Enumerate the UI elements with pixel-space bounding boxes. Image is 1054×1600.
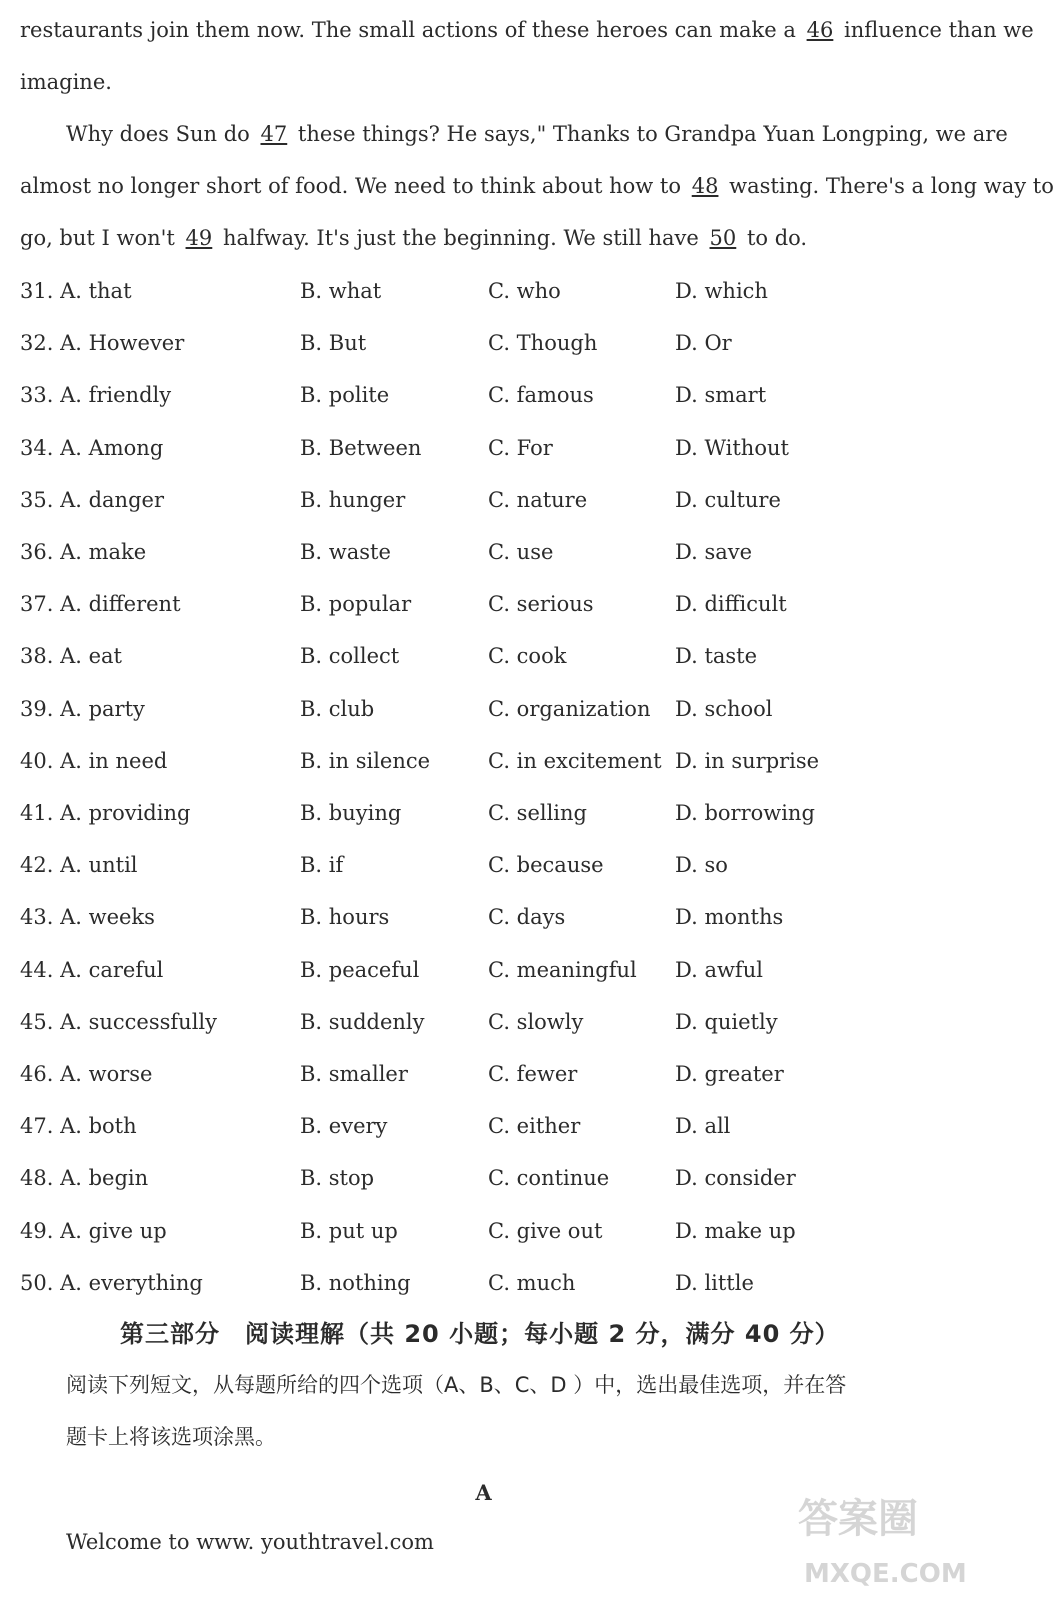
question-option-b: B. stop [300, 1166, 375, 1190]
section-title: 第三部分 阅读理解（共 20 小题；每小题 2 分，满分 40 分） [120, 1320, 840, 1348]
question-option-b: B. if [300, 853, 344, 877]
question-option-b: B. buying [300, 801, 402, 825]
question-row [20, 798, 960, 828]
question-option-a: 40. A. in need [20, 749, 168, 773]
question-option-c: C. give out [488, 1219, 603, 1243]
question-option-c: C. either [488, 1114, 581, 1138]
question-row [20, 380, 960, 410]
question-option-b: B. hours [300, 905, 390, 929]
question-option-b: B. polite [300, 383, 390, 407]
question-option-a: 42. A. until [20, 853, 138, 877]
watermark-text-1: 答案圈 [798, 1496, 918, 1542]
question-option-a: 31. A. that [20, 279, 132, 303]
passage-line-3 [66, 119, 1006, 149]
question-option-c: C. because [488, 853, 604, 877]
question-option-d: D. greater [675, 1062, 784, 1086]
passage-text: wasting. There's a long way to [729, 174, 1054, 198]
question-option-c: C. slowly [488, 1010, 584, 1034]
question-option-d: D. months [675, 905, 784, 929]
question-option-b: B. what [300, 279, 382, 303]
question-option-d: D. Without [675, 436, 789, 460]
question-row [20, 850, 960, 880]
question-option-a: 43. A. weeks [20, 905, 155, 929]
question-option-b: B. hunger [300, 488, 406, 512]
question-option-d: D. culture [675, 488, 781, 512]
passage-text: restaurants join them now. The small actions of these heroes can make a [20, 18, 796, 42]
question-option-c: C. organization [488, 697, 651, 721]
question-row [20, 589, 960, 619]
question-option-d: D. make up [675, 1219, 796, 1243]
question-option-d: D. little [675, 1271, 754, 1295]
question-row [20, 955, 960, 985]
watermark-logo [790, 1480, 967, 1595]
passage-line-5 [20, 223, 960, 253]
passage-line-4 [20, 171, 1054, 201]
question-option-d: D. which [675, 279, 768, 303]
question-option-c: C. cook [488, 644, 567, 668]
question-option-b: B. popular [300, 592, 412, 616]
question-option-b: B. waste [300, 540, 391, 564]
watermark-text-2: MXQE.COM [804, 1559, 967, 1589]
question-option-b: B. smaller [300, 1062, 408, 1086]
question-option-b: B. But [300, 331, 367, 355]
passage-text: halfway. It's just the beginning. We still have [222, 226, 699, 250]
question-row [20, 1216, 960, 1246]
question-option-b: B. Between [300, 436, 422, 460]
question-option-d: D. school [675, 697, 773, 721]
question-option-b: B. every [300, 1114, 388, 1138]
question-row [20, 1111, 960, 1141]
question-option-a: 46. A. worse [20, 1062, 153, 1086]
question-option-d: D. save [675, 540, 753, 564]
question-option-c: C. meaningful [488, 958, 637, 982]
question-row [20, 746, 960, 776]
question-option-d: D. consider [675, 1166, 796, 1190]
passage-text: these things? He says," Thanks to Grandpa Yuan Longping, we are [297, 122, 1008, 146]
passage-text: Why does Sun do [66, 122, 250, 146]
question-option-c: C. who [488, 279, 561, 303]
question-row [20, 485, 960, 515]
question-row [20, 1163, 960, 1193]
question-option-c: C. days [488, 905, 566, 929]
instruction-line-1: 阅读下列短文，从每题所给的四个选项（A、B、C、D ）中，选出最佳选项，并在答 [66, 1373, 847, 1397]
question-option-c: C. famous [488, 383, 594, 407]
question-row [20, 694, 960, 724]
question-row [20, 1268, 960, 1298]
question-option-d: D. in surprise [675, 749, 820, 773]
question-option-c: C. fewer [488, 1062, 578, 1086]
question-option-d: D. awful [675, 958, 763, 982]
question-row [20, 433, 960, 463]
question-row [20, 1007, 960, 1037]
part-label: A [475, 1480, 492, 1505]
passage-text: almost no longer short of food. We need to think about how to [20, 174, 682, 198]
question-row [20, 276, 960, 306]
question-option-d: D. borrowing [675, 801, 815, 825]
question-option-a: 37. A. different [20, 592, 181, 616]
question-option-a: 45. A. successfully [20, 1010, 217, 1034]
question-option-a: 44. A. careful [20, 958, 164, 982]
question-option-a: 32. A. However [20, 331, 185, 355]
question-option-d: D. difficult [675, 592, 787, 616]
question-option-a: 39. A. party [20, 697, 145, 721]
blank-50: 50 [709, 226, 737, 250]
question-option-d: D. all [675, 1114, 731, 1138]
passage-first-line: Welcome to www. youthtravel.com [66, 1530, 434, 1554]
blank-49: 49 [185, 226, 213, 250]
question-option-c: C. selling [488, 801, 587, 825]
instruction-line-2: 题卡上将该选项涂黑。 [66, 1425, 276, 1449]
question-row [20, 1059, 960, 1089]
question-option-b: B. collect [300, 644, 400, 668]
question-option-b: B. in silence [300, 749, 431, 773]
question-option-c: C. Though [488, 331, 598, 355]
question-option-a: 47. A. both [20, 1114, 137, 1138]
passage-text: go, but I won't [20, 226, 175, 250]
question-option-c: C. in excitement [488, 749, 662, 773]
question-row [20, 537, 960, 567]
question-option-a: 48. A. begin [20, 1166, 149, 1190]
question-option-b: B. put up [300, 1219, 398, 1243]
question-option-a: 36. A. make [20, 540, 147, 564]
question-option-a: 38. A. eat [20, 644, 122, 668]
question-option-d: D. so [675, 853, 728, 877]
question-option-a: 34. A. Among [20, 436, 164, 460]
question-option-b: B. peaceful [300, 958, 420, 982]
question-option-d: D. taste [675, 644, 758, 668]
blank-46: 46 [806, 18, 834, 42]
question-option-a: 41. A. providing [20, 801, 191, 825]
question-row [20, 328, 960, 358]
question-option-c: C. nature [488, 488, 588, 512]
question-option-c: C. use [488, 540, 554, 564]
question-option-b: B. suddenly [300, 1010, 425, 1034]
question-option-a: 50. A. everything [20, 1271, 203, 1295]
question-option-c: C. serious [488, 592, 594, 616]
question-option-c: C. For [488, 436, 553, 460]
passage-line-1 [20, 15, 1034, 45]
question-option-a: 35. A. danger [20, 488, 164, 512]
question-option-c: C. continue [488, 1166, 610, 1190]
blank-47: 47 [260, 122, 288, 146]
question-option-c: C. much [488, 1271, 576, 1295]
passage-line-2: imagine. [20, 70, 112, 94]
question-option-d: D. smart [675, 383, 767, 407]
question-option-a: 49. A. give up [20, 1219, 167, 1243]
passage-text: to do. [746, 226, 808, 250]
passage-text: influence than we [844, 18, 1034, 42]
question-option-d: D. Or [675, 331, 732, 355]
question-option-a: 33. A. friendly [20, 383, 172, 407]
question-row [20, 902, 960, 932]
question-option-b: B. club [300, 697, 375, 721]
blank-48: 48 [691, 174, 719, 198]
question-option-d: D. quietly [675, 1010, 778, 1034]
question-option-b: B. nothing [300, 1271, 411, 1295]
question-row [20, 641, 960, 671]
